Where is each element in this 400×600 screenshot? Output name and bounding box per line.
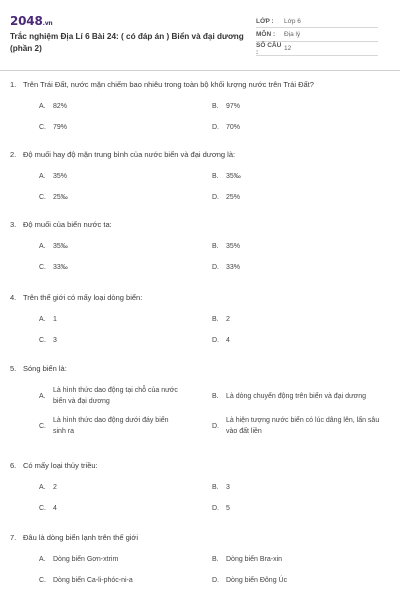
meta-key: LỚP : xyxy=(256,18,274,25)
option-text: Là hiện tượng nước biển có lúc dâng lên, lấn sâu vào đất liền xyxy=(226,417,380,435)
option-letter: B. xyxy=(212,173,219,180)
question-header xyxy=(10,364,390,374)
option-text: 79% xyxy=(53,124,68,131)
option-text: 33% xyxy=(226,264,241,271)
option-letter: B. xyxy=(212,392,219,400)
question-text: Có mấy loại thủy triều: xyxy=(23,461,98,470)
answer-option-c[interactable] xyxy=(39,335,212,346)
option-letter: A. xyxy=(39,484,46,491)
option-letter: D. xyxy=(212,505,219,512)
answer-option-a[interactable] xyxy=(39,101,212,112)
option-text: Là hình thức dao động dưới đáy biển sinh ra xyxy=(53,417,169,435)
option-letter: D. xyxy=(212,124,219,131)
option-letter: D. xyxy=(212,194,219,201)
site-logo[interactable]: 2048.vn xyxy=(10,14,53,28)
option-text: Dòng biển Gơn-xtrim xyxy=(53,556,119,563)
option-text: Dòng biển Ca-li-phóc-ni-a xyxy=(53,577,133,584)
answer-option-c[interactable] xyxy=(39,503,212,514)
answer-option-d[interactable] xyxy=(212,503,382,514)
question-text: Trên Trái Đất, nước mặn chiếm bao nhiêu trong toàn bộ khối lượng nước trên Trái Đất? xyxy=(23,80,314,89)
answer-option-a[interactable] xyxy=(39,171,212,182)
question-block xyxy=(10,461,390,514)
option-letter: D. xyxy=(212,422,219,430)
option-text: 82% xyxy=(53,103,68,110)
question-block xyxy=(10,293,390,346)
answer-option-d[interactable] xyxy=(212,575,382,586)
option-text: 25‰ xyxy=(53,194,68,201)
answer-option-c[interactable] xyxy=(39,262,212,273)
option-text: 1 xyxy=(53,316,57,323)
option-letter: D. xyxy=(212,577,219,584)
question-block xyxy=(10,533,390,586)
option-text: 2 xyxy=(53,484,57,491)
question-header xyxy=(10,80,390,90)
option-letter: B. xyxy=(212,484,219,491)
answer-option-b[interactable] xyxy=(212,101,382,112)
question-header xyxy=(10,220,390,230)
answer-option-a[interactable] xyxy=(39,482,212,493)
answer-option-c[interactable] xyxy=(39,415,212,437)
meta-value: Địa lý xyxy=(284,31,301,38)
option-text: 33‰ xyxy=(53,264,68,271)
meta-key: MÔN : xyxy=(256,31,276,38)
question-text: Độ muối hay độ mặn trung bình của nước biển và đại dương là: xyxy=(23,150,236,159)
option-text: 35% xyxy=(53,173,68,180)
answer-option-b[interactable] xyxy=(212,241,382,252)
meta-row-grade xyxy=(256,16,378,28)
question-text: Đâu là dòng biển lạnh trên thế giới xyxy=(23,533,138,542)
answer-option-c[interactable] xyxy=(39,192,212,203)
option-text: 35% xyxy=(226,243,241,250)
answer-options xyxy=(39,385,390,437)
question-text: Sóng biển là: xyxy=(23,364,67,373)
option-text: 4 xyxy=(226,337,230,344)
answer-option-d[interactable] xyxy=(212,335,382,346)
option-text: Là dòng chuyển động trên biển và đại dương xyxy=(226,392,367,400)
option-letter: A. xyxy=(39,243,46,250)
option-letter: A. xyxy=(39,556,46,563)
answer-options xyxy=(39,171,390,203)
answer-options xyxy=(39,101,390,133)
option-text: Là hình thức dao động tại chỗ của nước biển và đại dương xyxy=(53,387,178,405)
answer-option-a[interactable] xyxy=(39,241,212,252)
option-letter: A. xyxy=(39,392,46,400)
answer-option-b[interactable] xyxy=(212,171,382,182)
answer-option-c[interactable] xyxy=(39,122,212,133)
question-number: 4. xyxy=(10,293,17,302)
question-block xyxy=(10,150,390,203)
question-text: Độ muối của biển nước ta: xyxy=(23,220,112,229)
question-header xyxy=(10,150,390,160)
option-text: 4 xyxy=(53,505,57,512)
option-letter: A. xyxy=(39,173,46,180)
option-letter: D. xyxy=(212,264,219,271)
question-header xyxy=(10,293,390,303)
option-letter: C. xyxy=(39,194,46,201)
meta-value: Lớp 6 xyxy=(284,18,301,25)
answer-options xyxy=(39,314,390,346)
question-block xyxy=(10,80,390,133)
question-number: 2. xyxy=(10,150,17,159)
question-block xyxy=(10,364,390,437)
option-letter: C. xyxy=(39,505,46,512)
page-title: Trắc nghiệm Địa Lí 6 Bài 24: ( có đáp án ) Biển và đại dương (phần 2) xyxy=(10,32,244,53)
option-text: 70% xyxy=(226,124,241,131)
question-number: 6. xyxy=(10,461,17,470)
option-text: 35‰ xyxy=(53,243,68,250)
option-text: 3 xyxy=(226,484,230,491)
option-letter: C. xyxy=(39,577,46,584)
meta-row-subject xyxy=(256,28,378,42)
question-block xyxy=(10,220,390,273)
option-letter: A. xyxy=(39,103,46,110)
meta-table xyxy=(256,16,378,56)
question-header xyxy=(10,533,390,543)
meta-value: 12 xyxy=(284,45,292,52)
answer-option-b[interactable] xyxy=(212,482,382,493)
answer-option-b[interactable] xyxy=(212,314,382,325)
option-letter: B. xyxy=(212,556,219,563)
option-letter: D. xyxy=(212,337,219,344)
option-letter: C. xyxy=(39,422,46,430)
answer-option-b[interactable] xyxy=(212,385,382,407)
answer-options xyxy=(39,241,390,273)
answer-option-a[interactable] xyxy=(39,385,212,407)
option-text: 35‰ xyxy=(226,173,241,180)
question-number: 5. xyxy=(10,364,17,373)
question-number: 1. xyxy=(10,80,17,89)
option-text: 2 xyxy=(226,316,230,323)
option-text: 97% xyxy=(226,103,241,110)
answer-option-c[interactable] xyxy=(39,575,212,586)
option-letter: B. xyxy=(212,316,219,323)
question-number: 7. xyxy=(10,533,17,542)
question-header xyxy=(10,461,390,471)
meta-row-count xyxy=(256,42,378,56)
answer-option-d[interactable] xyxy=(212,122,382,133)
answer-option-a[interactable] xyxy=(39,554,212,565)
answer-option-d[interactable] xyxy=(212,262,382,273)
option-letter: B. xyxy=(212,103,219,110)
answer-option-d[interactable] xyxy=(212,192,382,203)
option-letter: C. xyxy=(39,337,46,344)
option-text: 5 xyxy=(226,505,230,512)
option-letter: A. xyxy=(39,316,46,323)
option-text: 25% xyxy=(226,194,241,201)
answer-option-b[interactable] xyxy=(212,554,382,565)
option-letter: C. xyxy=(39,264,46,271)
question-number: 3. xyxy=(10,220,17,229)
answer-option-d[interactable] xyxy=(212,415,382,437)
header-divider xyxy=(0,70,400,71)
option-text: Dòng biển Bra-xin xyxy=(226,556,283,563)
question-text: Trên thế giới có mấy loại dòng biển: xyxy=(23,293,143,302)
option-text: 3 xyxy=(53,337,57,344)
answer-option-a[interactable] xyxy=(39,314,212,325)
answer-options xyxy=(39,554,390,586)
option-letter: B. xyxy=(212,243,219,250)
option-text: Dòng biển Đông Úc xyxy=(226,577,288,584)
option-letter: C. xyxy=(39,124,46,131)
meta-key: SỐ CÂU : xyxy=(256,41,282,56)
answer-options xyxy=(39,482,390,514)
